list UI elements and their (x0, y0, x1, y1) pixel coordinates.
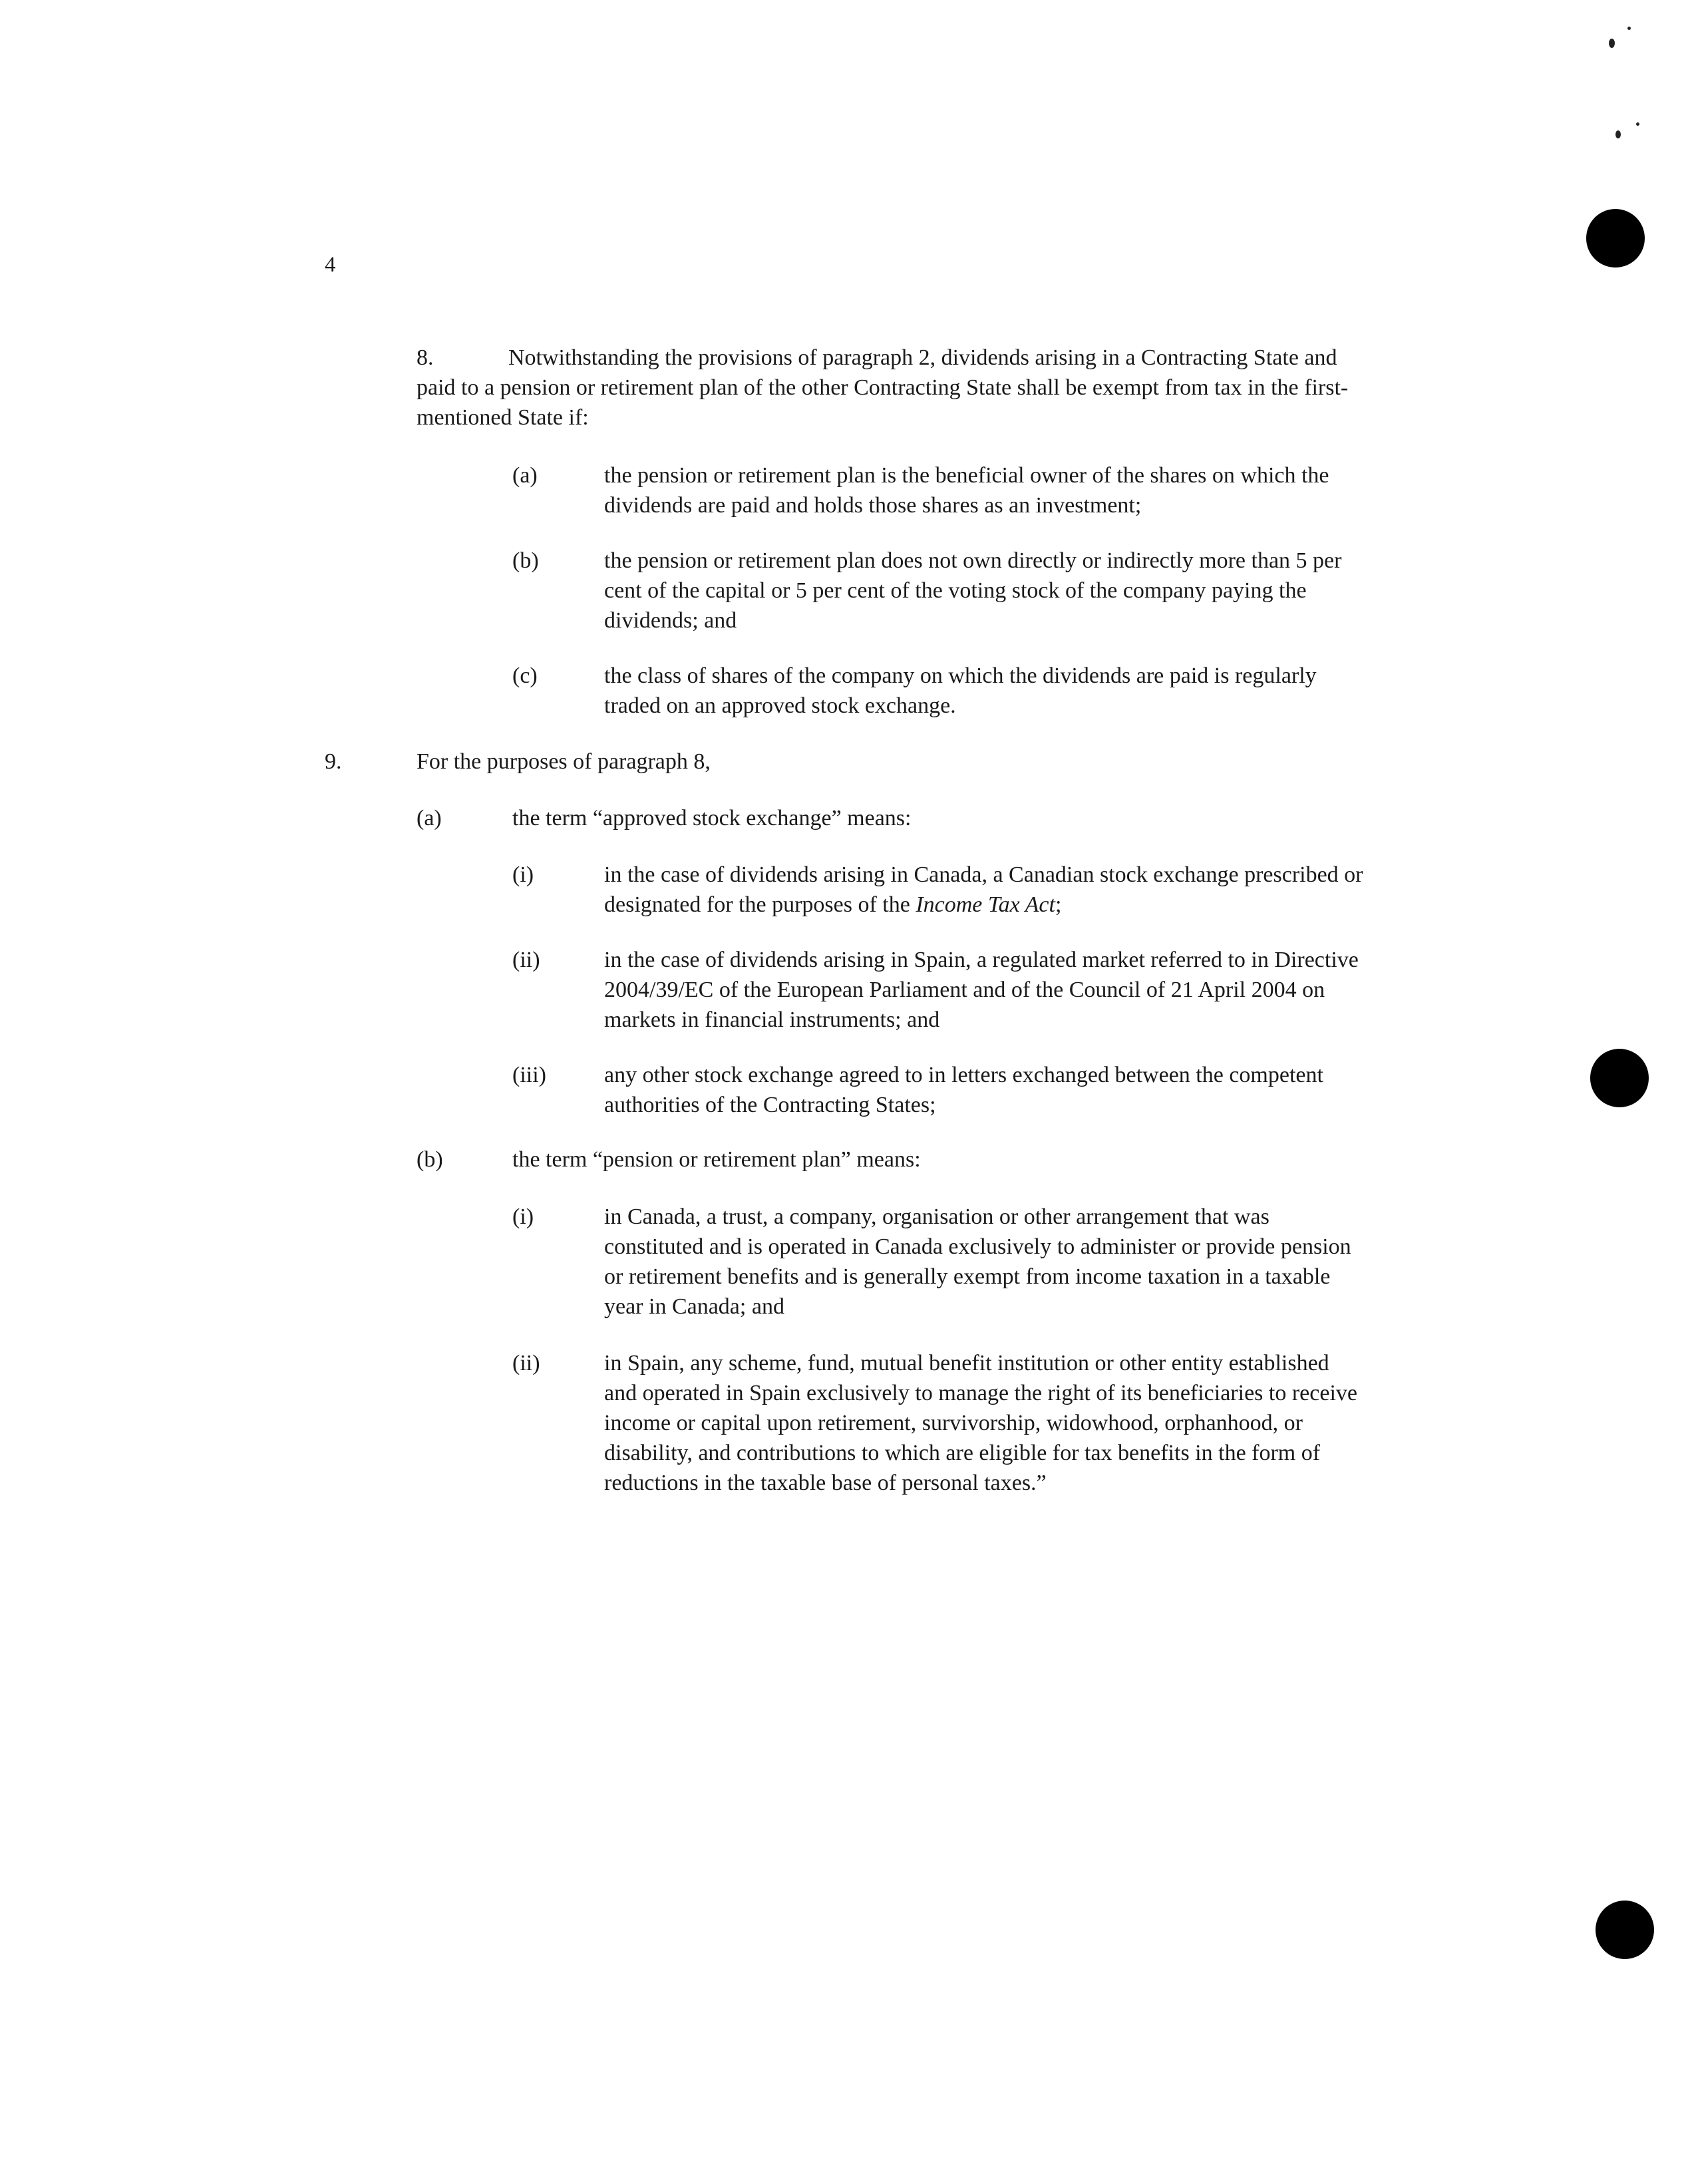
punch-hole-middle (1590, 1049, 1649, 1107)
paragraph-9-b-subitem-ii-text: in Spain, any scheme, fund, mutual benefit institution or other entity established and operated in Spain exclusively to manage the right of its beneficiaries to receive income or capital upon retirement, survivorship, widowhood, orphanhood, or disability, and contributions to which are eligible for tax benefits in the form of reductions in the taxable base of personal taxes.” (604, 1351, 1357, 1495)
paragraph-9-a-subitem-i-text (604, 860, 1364, 920)
scan-speck (1627, 27, 1631, 30)
paragraph-8-text: Notwithstanding the provisions of paragraph 2, dividends arising in a Contracting State and paid to a pension or retirement plan of the other Contracting State shall be exempt from tax in the first-mentioned State if: (417, 345, 1349, 430)
paragraph-8-number: 8. (417, 345, 434, 370)
paragraph-9-b-subitem-i-text: in Canada, a trust, a company, organisation or other arrangement that was constituted and is operated in Canada exclusively to administer or provide pension or retirement benefits and is generally exempt from income taxation in a taxable year in Canada; and (604, 1204, 1351, 1319)
page-number: 4 (325, 253, 336, 277)
paragraph-9-a-subitem-i-text-end: ; (1055, 892, 1062, 917)
scan-speck (1615, 130, 1621, 138)
scan-speck (1636, 122, 1639, 126)
paragraph-8-item-b-text: the pension or retirement plan does not own directly or indirectly more than 5 per cent of the capital or 5 per cent of the voting stock of the company paying the dividends; and (604, 548, 1342, 633)
paragraph-9-number: 9. (325, 749, 342, 774)
income-tax-act-italic: Income Tax Act (916, 892, 1055, 917)
paragraph-8-item-a-marker: (a) (512, 463, 538, 488)
paragraph-9-item-a-marker: (a) (417, 806, 442, 830)
paragraph-9-a-subitem-i-marker: (i) (512, 862, 534, 887)
paragraph-9-item-b-marker: (b) (417, 1147, 443, 1172)
paragraph-9-a-subitem-ii-text: in the case of dividends arising in Spain, a regulated market referred to in Directive 2004/39/EC of the European Parliament and of the Council of 21 April 2004 on markets in financial instruments; and (604, 948, 1359, 1032)
punch-hole-top (1586, 209, 1645, 268)
paragraph-9-a-subitem-iii-text: any other stock exchange agreed to in letters exchanged between the competent authorities of the Contracting States; (604, 1063, 1323, 1117)
paragraph-9-a-subitem-iii-marker: (iii) (512, 1063, 546, 1087)
paragraph-9-a-subitem-ii-marker: (ii) (512, 948, 540, 972)
paragraph-9-b-subitem-i-marker: (i) (512, 1204, 534, 1229)
paragraph-8-item-b-marker: (b) (512, 548, 539, 573)
paragraph-9-item-a-text: the term “approved stock exchange” means: (512, 806, 912, 830)
punch-hole-bottom (1596, 1901, 1654, 1959)
paragraph-9-item-b-text: the term “pension or retirement plan” means: (512, 1147, 921, 1172)
paragraph-8-item-c-marker: (c) (512, 663, 538, 688)
paragraph-9-b-subitem-ii-marker: (ii) (512, 1351, 540, 1375)
paragraph-9-a-subitem-i-text-start: in the case of dividends arising in Canada, a Canadian stock exchange prescribed or designated for the purposes of the (604, 862, 1363, 917)
paragraph-8-item-a-text: the pension or retirement plan is the beneficial owner of the shares on which the dividends are paid and holds those shares as an investment; (604, 463, 1329, 518)
paragraph-8-item-c-text: the class of shares of the company on which the dividends are paid is regularly traded on an approved stock exchange. (604, 663, 1317, 718)
paragraph-8 (417, 343, 1361, 433)
scan-speck (1609, 39, 1615, 48)
paragraph-9-text: For the purposes of paragraph 8, (417, 749, 711, 774)
